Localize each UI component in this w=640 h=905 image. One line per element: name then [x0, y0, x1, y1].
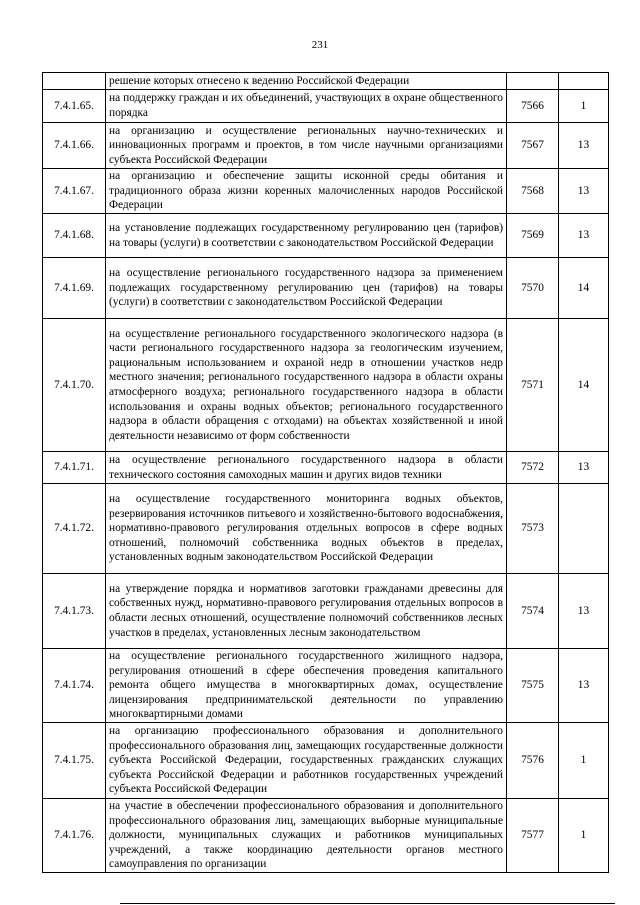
table-row [43, 452, 609, 484]
row-count: 14 [559, 258, 609, 319]
row-count: 13 [559, 452, 609, 484]
row-count: 13 [559, 169, 609, 214]
row-code: 7573 [507, 484, 559, 574]
row-count: 13 [559, 649, 609, 723]
table-row [43, 574, 609, 649]
row-number: 7.4.1.68. [43, 214, 106, 258]
table-row [43, 123, 609, 169]
row-code: 7576 [507, 722, 559, 798]
table-row [43, 90, 609, 123]
row-count: 13 [559, 123, 609, 169]
row-number: 7.4.1.65. [43, 90, 106, 123]
row-number [43, 73, 106, 90]
row-description: на организацию профессионального образования и дополнительного профессионального образования лиц, замещающих государственные должности субъекта Российской Федерации, государственных гражданских служащих субъекта Российской Федерации и работников государственных учреждений субъекта Российской Федерации [106, 722, 507, 798]
row-count: 13 [559, 214, 609, 258]
row-description: на участие в обеспечении профессионального образования и дополнительного профессионального образования лиц, замещающих выборные муниципальные должности, муниципальных служащих и работников муниципальных учреждений, а также координацию деятельности органов местного самоуправления по организации [106, 798, 507, 872]
row-number: 7.4.1.76. [43, 798, 106, 872]
row-code: 7574 [507, 574, 559, 649]
row-code: 7568 [507, 169, 559, 214]
row-description: на установление подлежащих государственному регулированию цен (тарифов) на товары (услуги) в соответствии с законодательством Российской Федерации [106, 214, 507, 258]
table-row [43, 258, 609, 319]
row-count: 14 [559, 319, 609, 452]
table-row [43, 484, 609, 574]
row-code [507, 73, 559, 90]
row-description: на организацию и осуществление региональных научно-технических и инновационных программ и проектов, в том числе научными организациями субъекта Российской Федерации [106, 123, 507, 169]
row-number: 7.4.1.66. [43, 123, 106, 169]
row-description: на осуществление регионального государственного жилищного надзора, регулирования отношений в сфере обеспечения проведения капитального ремонта общего имущества в многоквартирных домах, осуществление лицензирования предпринимательской деятельности по управлению многоквартирными домами [106, 649, 507, 723]
table-row [43, 169, 609, 214]
row-description: на поддержку граждан и их объединений, участвующих в охране общественного порядка [106, 90, 507, 123]
row-number: 7.4.1.74. [43, 649, 106, 723]
row-number: 7.4.1.69. [43, 258, 106, 319]
row-code: 7572 [507, 452, 559, 484]
row-count [559, 73, 609, 90]
row-count: 1 [559, 722, 609, 798]
row-count: 13 [559, 574, 609, 649]
row-description: на утверждение порядка и нормативов заготовки гражданами древесины для собственных нужд, нормативно-правового регулирования отдельных вопросов в области лесных отношений, осуществление полномочий собственников лесных участков в пределах, установленных лесным законодательством [106, 574, 507, 649]
table-row [43, 649, 609, 723]
row-code: 7567 [507, 123, 559, 169]
row-count: 1 [559, 798, 609, 872]
table-row [43, 73, 609, 90]
row-number: 7.4.1.70. [43, 319, 106, 452]
row-number: 7.4.1.67. [43, 169, 106, 214]
row-description: на организацию и обеспечение защиты исконной среды обитания и традиционного образа жизни коренных малочисленных народов Российской Федерации [106, 169, 507, 214]
row-number: 7.4.1.72. [43, 484, 106, 574]
row-number: 7.4.1.73. [43, 574, 106, 649]
table-row [43, 798, 609, 872]
row-description: на осуществление регионального государственного экологического надзора (в части регионального государственного надзора за геологическим изучением, рациональным использованием и охраной недр в отношении участков недр местного значения; регионального государственного надзора в области охраны атмосферного воздуха; регионального государственного надзора в области использования и охраны водных объектов; регионального государственного надзора в области обращения с отходами) на объектах хозяйственной и иной деятельности независимо от форм собственности [106, 319, 507, 452]
table-row [43, 319, 609, 452]
row-count [559, 484, 609, 574]
row-number: 7.4.1.75. [43, 722, 106, 798]
row-code: 7569 [507, 214, 559, 258]
row-description: на осуществление регионального государственного надзора в области технического состояния самоходных машин и других видов техники [106, 452, 507, 484]
row-count: 1 [559, 90, 609, 123]
table-row [43, 722, 609, 798]
row-code: 7566 [507, 90, 559, 123]
document-table [42, 72, 609, 873]
row-description: на осуществление регионального государственного надзора за применением подлежащих государственному регулированию цен (тарифов) на товары (услуги) в соответствии с законодательством Российской Федерации [106, 258, 507, 319]
row-code: 7570 [507, 258, 559, 319]
row-code: 7575 [507, 649, 559, 723]
row-code: 7577 [507, 798, 559, 872]
row-description: на осуществление государственного мониторинга водных объектов, резервирования источников питьевого и хозяйственно-бытового водоснабжения, нормативно-правового регулирования отдельных вопросов в сфере водных отношений, полномочий собственника водных объектов в пределах, установленных водным законодательством Российской Федерации [106, 484, 507, 574]
row-number: 7.4.1.71. [43, 452, 106, 484]
page-number: 231 [311, 39, 329, 51]
page-bottom-rule [120, 903, 615, 904]
row-description: решение которых отнесено к ведению Российской Федерации [106, 73, 507, 90]
row-code: 7571 [507, 319, 559, 452]
table-row [43, 214, 609, 258]
